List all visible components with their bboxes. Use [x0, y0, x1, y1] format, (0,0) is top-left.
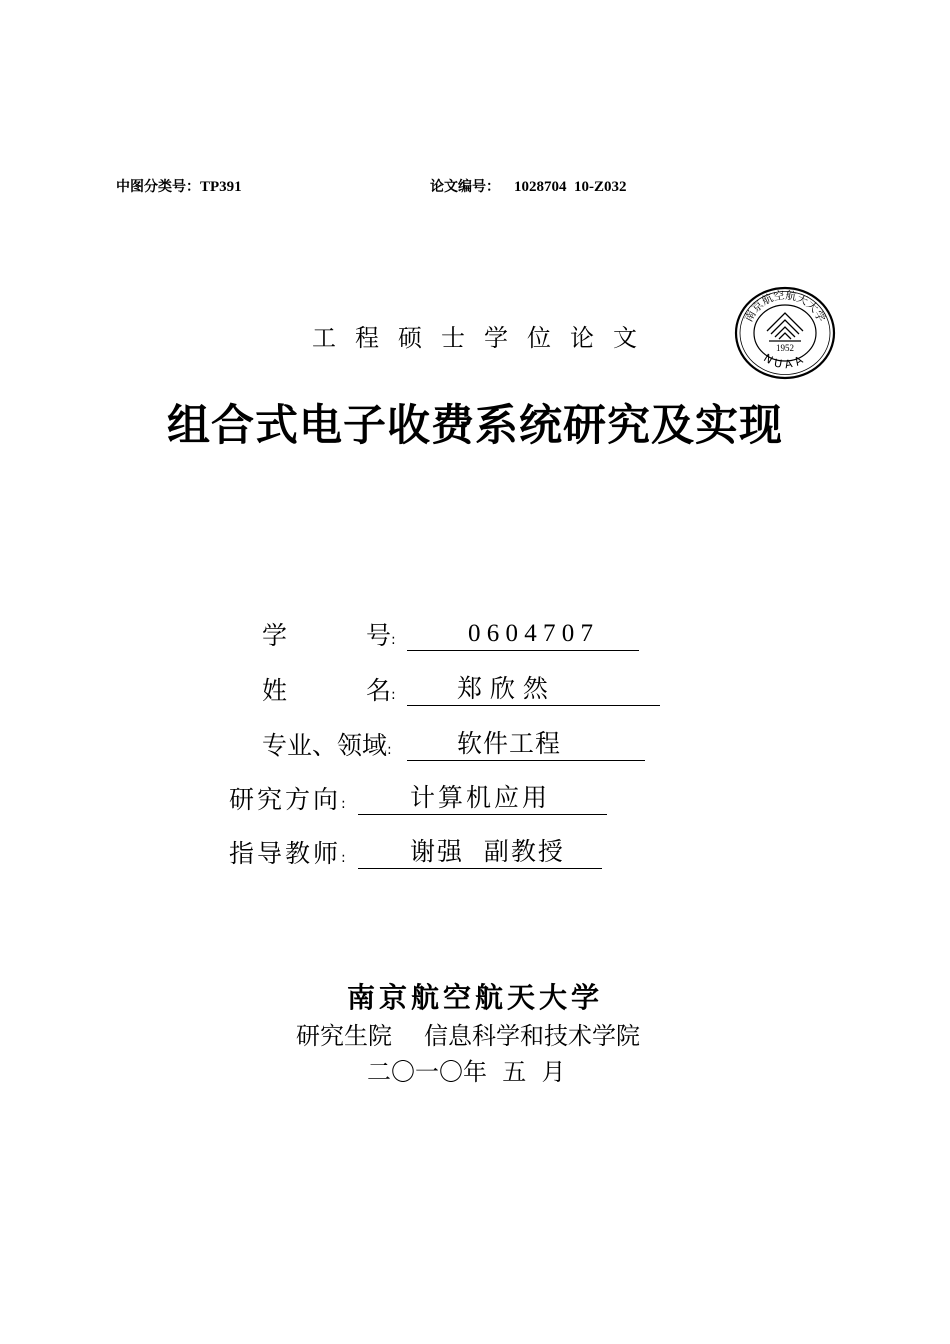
thesis-number-label: 论文编号：	[430, 179, 500, 195]
thesis-number	[430, 176, 627, 196]
advisor-label: 指导教师	[229, 839, 342, 868]
student-id-row	[262, 618, 682, 654]
thesis-title: 组合式电子收费系统研究及实现	[167, 401, 783, 451]
major-label: 专业、领域	[262, 731, 388, 760]
research-direction-row	[229, 782, 649, 818]
seal-bottom-text: NUAA	[761, 351, 809, 372]
name-label-a: 姓	[262, 676, 288, 705]
thesis-number-value: 1028704 10-Z032	[514, 179, 627, 195]
college-line	[296, 1016, 640, 1051]
advisor-row	[229, 836, 649, 872]
student-id-colon: :	[391, 632, 396, 648]
seal-year: 1952	[776, 343, 794, 353]
university-name: 南京航空航天大学	[346, 981, 603, 1014]
major-row	[262, 728, 682, 764]
student-id-value: 0 6 0 4 7 0 7	[468, 620, 593, 647]
classification-label: 中图分类号：	[116, 179, 200, 195]
graduate-school: 研究生院	[296, 1022, 392, 1050]
name-value: 郑 欣 然	[457, 674, 548, 703]
degree-type: 工程硕士学位论文	[312, 324, 656, 352]
submission-date: 二〇一〇年 五 月	[367, 1058, 566, 1086]
research-direction-value: 计算机应用	[410, 783, 551, 812]
name-label-b: 名	[366, 676, 392, 705]
major-value: 软件工程	[457, 729, 562, 758]
major-colon: :	[387, 742, 392, 758]
classification-value: TP391	[200, 179, 242, 195]
research-direction-colon: :	[341, 796, 346, 812]
student-id-label-a: 学	[262, 621, 288, 650]
classification-number	[116, 176, 242, 196]
university-seal-logo	[733, 285, 837, 381]
advisor-colon: :	[341, 850, 346, 866]
research-direction-label: 研究方向	[229, 785, 342, 814]
seal-top-text: 南京航空航天大学	[741, 288, 829, 325]
seal-emblem-icon	[767, 313, 803, 341]
college-name: 信息科学和技术学院	[424, 1022, 640, 1050]
name-colon: :	[391, 687, 396, 703]
advisor-value: 谢强 副教授	[410, 837, 565, 866]
student-id-label-b: 号	[366, 621, 392, 650]
name-row	[262, 673, 682, 709]
